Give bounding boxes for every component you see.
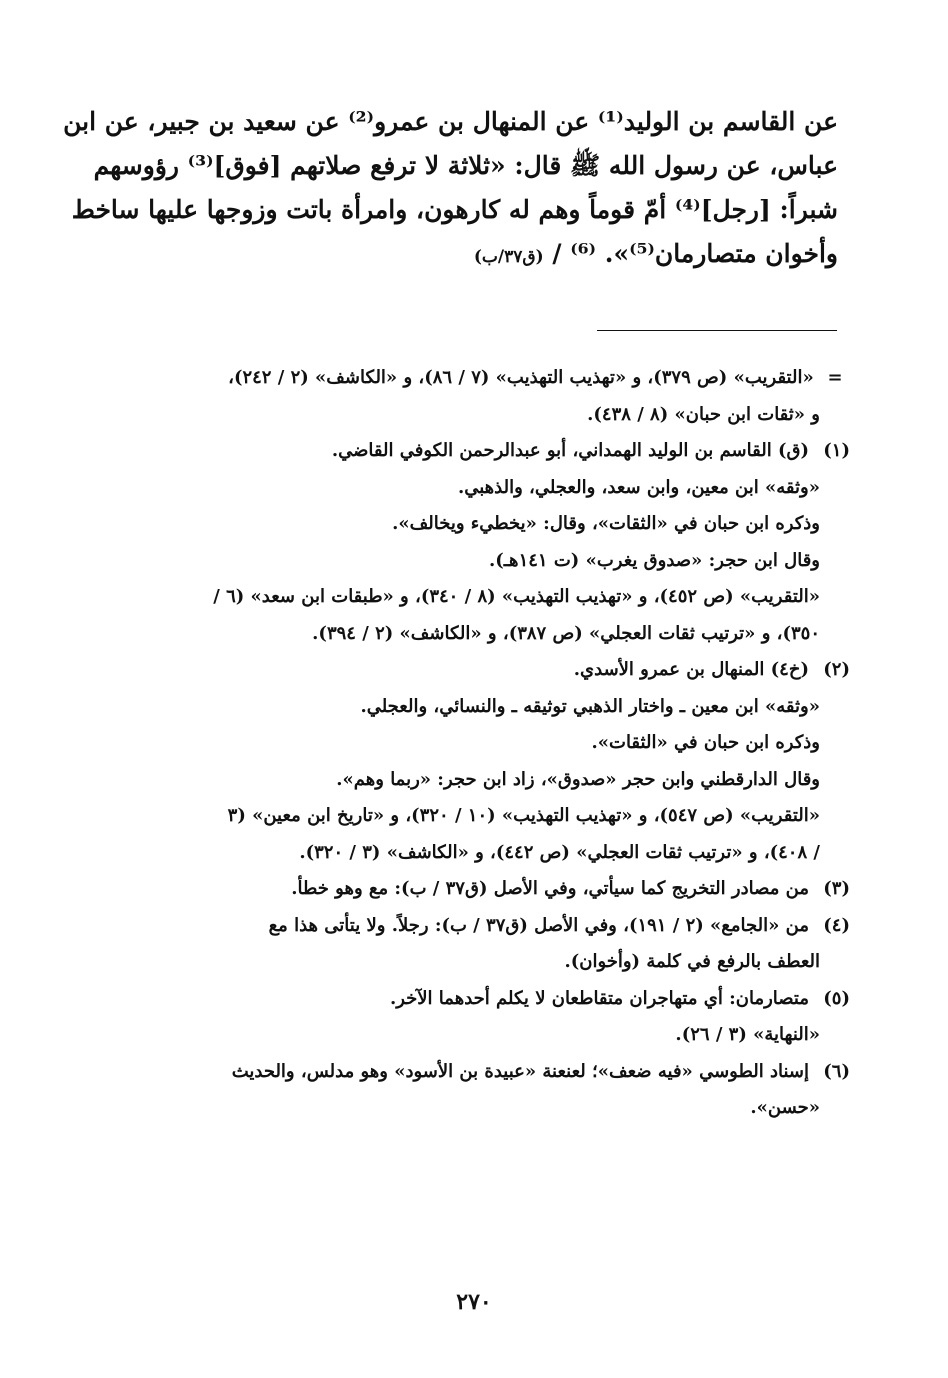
page-number: ٢٧٠: [456, 1289, 492, 1315]
footnote-text: من مصادر التخريج كما سيأتي، وفي الأصل (ق٣٧ / ب): مع وهو خطأ.: [291, 878, 809, 899]
footnote-text: [110, 397, 850, 434]
footnote-text: «التقريب» (ص ٥٤٧)، و «تهذيب التهذيب» (١٠ / ٣٢٠)، و «تاريخ ابن معين» (٣: [227, 805, 820, 826]
footnote-text: «حسن».: [750, 1097, 820, 1118]
footnote-text: و «ثقات ابن حبان» (٨ / ٤٣٨).: [587, 403, 820, 425]
footnote-text: (ق) القاسم بن الوليد الهمداني، أبو عبدالرحمن الكوفي القاضي.: [331, 440, 809, 461]
footnote-text: وذكره ابن حبان في «الثقات».: [591, 732, 820, 753]
footnote-text: «التقريب» (ص ٤٥٢)، و «تهذيب التهذيب» (٨ / ٣٤٠)، و «طبقات ابن سعد» (٦ /: [213, 586, 820, 607]
footnote-text: «النهاية» (٣ / ٢٦).: [675, 1024, 820, 1045]
footnote-text: «وثقه» ابن معين ـ واختار الذهبي توثيقه ـ والنسائي، والعجلي.: [360, 695, 820, 717]
footnote-text: إسناد الطوسي «فيه ضعف»؛ لعنعنة «عبيدة بن الأسود» وهو مدلس، والحديث: [231, 1060, 809, 1082]
footnote-text: «التقريب» (ص ٣٧٩)، و «تهذيب التهذيب» (٧ / ٨٦)، و «الكاشف» (٢ / ٢٤٢)،: [228, 367, 814, 388]
footnote-item: [110, 981, 850, 1018]
main-line: شبراً: [رجل]⁽⁴⁾ أمّ قوماً وهم له كارهون، وامرأة باتت وزوجها عليها ساخط: [71, 195, 838, 224]
main-line-last: [110, 232, 838, 279]
main-line: عن القاسم بن الوليد⁽¹⁾ عن المنهال بن عمرو⁽²⁾ عن سعيد بن جبير، عن ابن: [63, 107, 838, 136]
footnote-number: (٤): [823, 914, 850, 936]
footnote-item: [110, 871, 850, 908]
footnote-text: / ٤٠٨)، و «ترتيب ثقات العجلي» (ص ٤٤٢)، و «الكاشف» (٣ / ٣٢٠).: [299, 841, 820, 863]
footnote-number: (٥): [823, 987, 850, 1009]
main-line: عباس، عن رسول الله ﷺ قال: «ثلاثة لا ترفع صلاتهم [فوق]⁽³⁾ رؤوسهم: [93, 151, 838, 180]
margin-marker: (ق٣٧/ب): [473, 247, 544, 267]
footnote-item: [110, 433, 850, 470]
footnote-number: (٢): [823, 659, 850, 680]
footnote-text: وقال الدارقطني وابن حجر «صدوق»، زاد ابن حجر: «ربما وهم».: [336, 768, 820, 790]
footnote-number: (١): [823, 440, 850, 461]
footnote-item: [110, 1054, 850, 1091]
main-line: وأخوان متصارمان⁽⁵⁾». ⁽⁶⁾: [570, 239, 838, 268]
footnote-text: من «الجامع» (٢ / ١٩١)، وفي الأصل (ق٣٧ / ب): رجلاً. ولا يتأتى هذا مع: [268, 914, 809, 936]
footnote-text: ٣٥٠)، و «ترتيب ثقات العجلي» (ص ٣٨٧)، و «الكاشف» (٢ / ٣٩٤).: [312, 622, 820, 644]
footnote-item: [110, 908, 850, 945]
footnote-continuation: [110, 360, 850, 397]
footnote-number: (٣): [823, 878, 850, 899]
footnote-text: العطف بالرفع في كلمة (وأخوان).: [564, 951, 820, 972]
footnote-text: وذكره ابن حبان في «الثقات»، وقال: «يخطيء ويخالف».: [392, 513, 820, 534]
continuation-mark: =: [827, 367, 843, 388]
footnote-text: (خ٤) المنهال بن عمرو الأسدي.: [573, 659, 809, 680]
main-text: [63, 100, 838, 279]
footnote-text: متصارمان: أي متهاجران متقاطعان لا يكلم أحدهما الآخر.: [389, 987, 809, 1009]
footnotes: [110, 360, 850, 1127]
footnote-separator: [597, 330, 837, 331]
footnote-item: [110, 652, 850, 689]
footnote-number: (٦): [823, 1060, 850, 1082]
footnote-text: وقال ابن حجر: «صدوق يغرب» (ت ١٤١هـ).: [489, 549, 820, 571]
footnote-text: «وثقه» ابن معين، وابن سعد، والعجلي، والذهبي.: [457, 476, 820, 498]
folio-slash: /: [552, 239, 562, 268]
